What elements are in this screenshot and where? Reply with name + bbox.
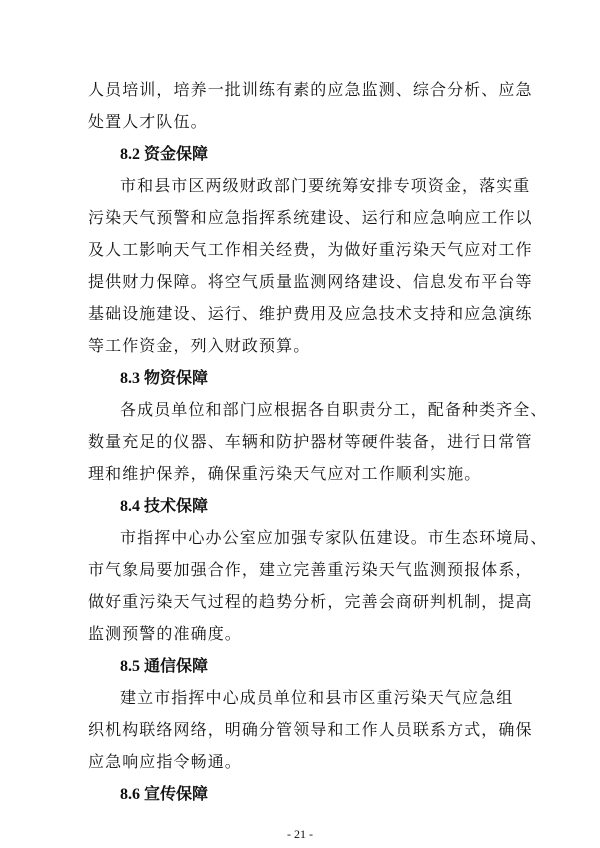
- section-title: 技术保障: [144, 496, 209, 515]
- paragraph-line: 各成员单位和部门应根据各自职责分工，配备种类齐全、: [120, 400, 548, 419]
- section-number: 8.5: [120, 658, 140, 675]
- paragraph-line: 数量充足的仪器、车辆和防护器材等硬件装备，进行日常管: [88, 432, 533, 451]
- paragraph-line: 理和维护保养，确保重污染天气应对工作顺利实施。: [88, 464, 482, 483]
- section-heading-8-5: [120, 654, 208, 679]
- page-number: - 21 -: [287, 827, 313, 841]
- paragraph-line: 做好重污染天气过程的趋势分析，完善会商研判机制，提高: [88, 592, 533, 611]
- paragraph-line: 市气象局要加强合作，建立完善重污染天气监测预报体系，: [88, 560, 533, 579]
- section-number: 8.2: [120, 146, 140, 163]
- paragraph-line: 污染天气预警和应急指挥系统建设、运行和应急响应工作以: [88, 208, 533, 227]
- paragraph-line: 应急响应指令畅通。: [88, 752, 242, 771]
- section-title: 通信保障: [144, 656, 209, 675]
- section-title: 物资保障: [144, 368, 209, 387]
- paragraph-line: 建立市指挥中心成员单位和县市区重污染天气应急组: [120, 688, 514, 707]
- section-title: 资金保障: [144, 144, 209, 163]
- section-number: 8.3: [120, 370, 140, 387]
- paragraph-line: 监测预警的准确度。: [88, 624, 242, 643]
- paragraph-line: 人员培训，培养一批训练有素的应急监测、综合分析、应急: [88, 80, 533, 99]
- paragraph-line: 提供财力保障。将空气质量监测网络建设、信息发布平台等: [88, 272, 533, 291]
- section-heading-8-4: [120, 494, 208, 519]
- paragraph-line: 及人工影响天气工作相关经费，为做好重污染天气应对工作: [88, 240, 533, 259]
- paragraph-line: 基础设施建设、运行、维护费用及应急技术支持和应急演练: [88, 304, 533, 323]
- paragraph-line: 市指挥中心办公室应加强专家队伍建设。市生态环境局、: [120, 528, 548, 547]
- section-heading-8-2: [120, 142, 208, 167]
- section-number: 8.4: [120, 498, 140, 515]
- section-number: 8.6: [120, 786, 140, 803]
- section-title: 宣传保障: [144, 784, 209, 803]
- paragraph-line: 市和县市区两级财政部门要统筹安排专项资金，落实重: [120, 176, 531, 195]
- paragraph-line: 织机构联络网络，明确分管领导和工作人员联系方式，确保: [88, 720, 533, 739]
- section-heading-8-3: [120, 366, 208, 391]
- paragraph-line: 等工作资金，列入财政预算。: [88, 336, 311, 355]
- section-heading-8-6: [120, 782, 208, 807]
- paragraph-line: 处置人才队伍。: [88, 112, 208, 131]
